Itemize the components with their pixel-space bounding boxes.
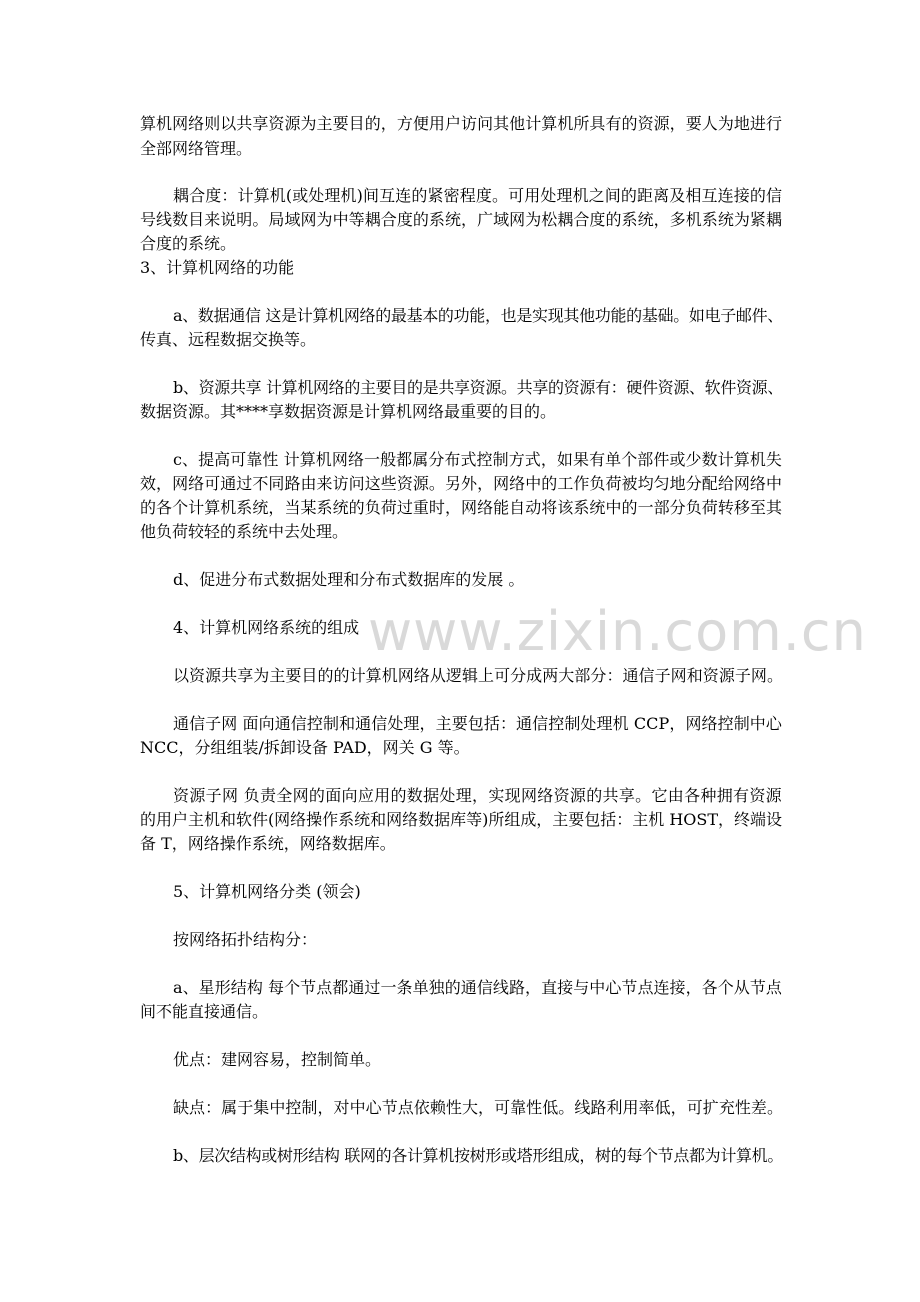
- text-line: [0, 1049, 920, 1071]
- text-line: [0, 473, 920, 495]
- text-line-content: 耦合度：计算机(或处理机)间互连的紧密程度。可用处理机之间的距离及相互连接的信: [173, 186, 783, 205]
- text-line: [0, 833, 920, 855]
- text-line-content: 数据资源。其****享数据资源是计算机网络最重要的目的。: [140, 402, 557, 421]
- text-line: [0, 977, 920, 999]
- text-line-content: 资源子网 负责全网的面向应用的数据处理，实现网络资源的共享。它由各种拥有资源: [173, 786, 782, 805]
- text-line: [0, 665, 920, 687]
- text-line-content: 他负荷较轻的系统中去处理。: [140, 522, 349, 541]
- text-line-content: a、数据通信 这是计算机网络的最基本的功能，也是实现其他功能的基础。如电子邮件、: [173, 306, 783, 325]
- text-line: [0, 713, 920, 735]
- text-line-content: 号线数目来说明。局域网为中等耦合度的系统，广域网为松耦合度的系统，多机系统为紧耦: [140, 210, 783, 229]
- watermark: www.zixin.com.cn: [368, 600, 867, 663]
- text-line: [0, 233, 920, 255]
- text-line-content: 备 T，网络操作系统，网络数据库。: [140, 834, 396, 853]
- text-line-content: 通信子网 面向通信控制和通信处理，主要包括：通信控制处理机 CCP，网络控制中心: [173, 714, 782, 733]
- text-line-content: 的各个计算机系统，当某系统的负荷过重时，网络能自动将该系统中的一部分负荷转移至其: [140, 498, 783, 517]
- text-line-content: 全部网络管理。: [140, 139, 253, 158]
- text-line: [0, 1145, 920, 1167]
- text-line: [0, 929, 920, 951]
- text-line-content: 按网络拓扑结构分：: [173, 930, 318, 949]
- text-line-content: 5、计算机网络分类 (领会): [173, 882, 361, 901]
- text-line: [0, 1097, 920, 1119]
- text-line: [0, 785, 920, 807]
- text-line: [0, 377, 920, 399]
- text-line: [0, 401, 920, 423]
- text-line-content: 以资源共享为主要目的的计算机网络从逻辑上可分成两大部分：通信子网和资源子网。: [173, 666, 784, 685]
- text-line-content: 传真、远程数据交换等。: [140, 330, 317, 349]
- text-line: [0, 257, 920, 279]
- text-line-content: b、层次结构或树形结构 联网的各计算机按树形或塔形组成，树的每个节点都为计算机。: [173, 1146, 783, 1165]
- text-line: [0, 329, 920, 351]
- text-line-content: b、资源共享 计算机网络的主要目的是共享资源。共享的资源有：硬件资源、软件资源、: [173, 378, 783, 397]
- text-line-content: 缺点：属于集中控制，对中心节点依赖性大，可靠性低。线路利用率低，可扩充性差。: [173, 1098, 784, 1117]
- text-line: [0, 185, 920, 207]
- text-line: [0, 138, 920, 160]
- text-line: [0, 449, 920, 471]
- text-line: [0, 809, 920, 831]
- text-line: [0, 305, 920, 327]
- text-line: [0, 113, 920, 135]
- text-line-content: d、促进分布式数据处理和分布式数据库的发展 。: [173, 570, 525, 589]
- text-line: [0, 569, 920, 591]
- text-line-content: 间不能直接通信。: [140, 1002, 269, 1021]
- text-line-content: c、提高可靠性 计算机网络一般都属分布式控制方式，如果有单个部件或少数计算机失: [173, 450, 782, 469]
- text-line-content: 3、计算机网络的功能: [140, 258, 295, 277]
- text-line: [0, 881, 920, 903]
- text-line: [0, 497, 920, 519]
- text-line-content: 的用户主机和软件(网络操作系统和网络数据库等)所组成，主要包括：主机 HOST，终端设: [140, 810, 782, 829]
- text-line: [0, 521, 920, 543]
- text-line: [0, 617, 920, 639]
- text-line-content: 合度的系统。: [140, 234, 237, 253]
- text-line-content: NCC，分组组装/拆卸设备 PAD，网关 G 等。: [140, 738, 470, 757]
- text-line-content: 4、计算机网络系统的组成: [173, 618, 360, 637]
- text-line-content: 优点：建网容易，控制简单。: [173, 1050, 382, 1069]
- text-line-content: 效，网络可通过不同路由来访问这些资源。另外，网络中的工作负荷被均匀地分配给网络中: [140, 474, 783, 493]
- text-line: [0, 737, 920, 759]
- text-line-content: a、星形结构 每个节点都通过一条单独的通信线路，直接与中心节点连接，各个从节点: [173, 978, 782, 997]
- text-line-content: 算机网络则以共享资源为主要目的，方便用户访问其他计算机所具有的资源，要人为地进行: [140, 114, 783, 133]
- text-line: [0, 209, 920, 231]
- text-line: [0, 1001, 920, 1023]
